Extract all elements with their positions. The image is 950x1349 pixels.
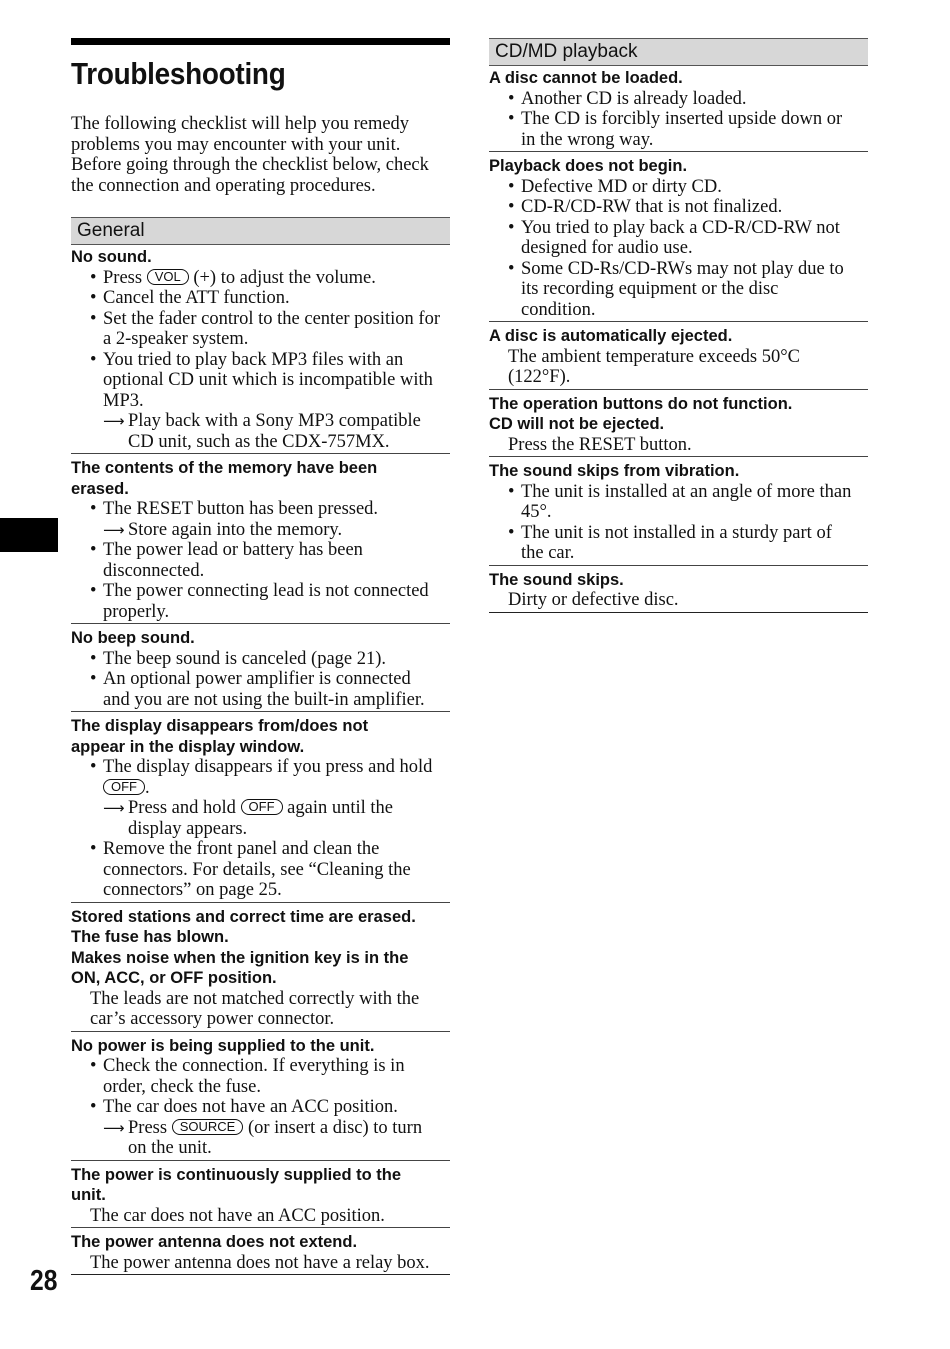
chapter-tab-marker <box>0 518 58 552</box>
arrow-right-icon: ⟶ <box>103 520 125 539</box>
right-column <box>489 38 868 617</box>
bullet-item: • You tried to play back a CD-R/CD-RW not designed for audio use. <box>489 218 868 259</box>
entry-cannot-load <box>489 68 868 152</box>
bullet-item: • Defective MD or dirty CD. <box>489 177 868 198</box>
page-number: 28 <box>30 1265 58 1297</box>
source-key-icon: SOURCE <box>172 1119 244 1135</box>
entry-title: The sound skips from vibration. <box>489 462 740 480</box>
entry-buttons-not-function <box>489 394 868 458</box>
bullet-item: • The RESET button has been pressed. <box>71 499 450 520</box>
entry-text: Dirty or defective disc. <box>508 590 679 610</box>
entry-title: The power is continuously supplied to the unit. <box>71 1165 402 1204</box>
entry-title: The power antenna does not extend. <box>71 1233 358 1251</box>
arrow-right-icon: ⟶ <box>103 799 125 817</box>
arrow-right-icon: ⟶ <box>103 1118 125 1137</box>
entry-title: No power is being supplied to the unit. <box>71 1036 375 1055</box>
bullet-item: • Check the connection. If everything is in order, check the fuse. <box>71 1056 450 1097</box>
entry-display <box>71 716 450 903</box>
bullet-item: • The display disappears if you press and hold OFF . <box>71 757 450 798</box>
entry-no-power <box>71 1036 450 1161</box>
bullet-item: • The beep sound is canceled (page 21). <box>71 649 450 670</box>
entry-title: The operation buttons do not function. CD will not be ejected. <box>489 394 793 433</box>
entry-memory-erased <box>71 458 450 624</box>
entry-text: The car does not have an ACC position. <box>90 1205 385 1226</box>
entry-text: The power antenna does not have a relay box. <box>90 1252 430 1273</box>
bullet-item: • Cancel the ATT function. <box>71 288 450 309</box>
vol-key-icon: VOL <box>147 269 189 285</box>
entry-title: Stored stations and correct time are erased. The fuse has blown. Makes noise when the ignition key is in the ON, ACC, or OFF position. <box>71 907 416 987</box>
entry-power-continuous <box>71 1165 450 1229</box>
bullet-item: • Remove the front panel and clean the connectors. For details, see “Cleaning the connectors” on page 25. <box>71 839 450 901</box>
bullet-item: • You tried to play back MP3 files with an optional CD unit which is incompatible with MP3. <box>71 350 450 412</box>
entry-no-beep <box>71 628 450 712</box>
entry-title: Playback does not begin. <box>489 157 688 175</box>
entry-sound-skips <box>489 570 868 613</box>
arrow-right-icon: ⟶ <box>103 412 125 430</box>
entry-antenna <box>71 1232 450 1275</box>
bullet-item: • The car does not have an ACC position. <box>71 1097 450 1118</box>
section-heading-general: General <box>71 217 450 245</box>
entry-title: A disc is automatically ejected. <box>489 327 733 345</box>
entry-skips-vibration <box>489 461 868 566</box>
left-column <box>71 38 450 1279</box>
off-key-icon: OFF <box>103 779 145 795</box>
entry-no-sound <box>71 247 450 454</box>
off-key-icon: OFF <box>241 799 283 815</box>
section-heading-cdmd: CD/MD playback <box>489 38 868 66</box>
bullet-item: • Press VOL (+) to adjust the volume. <box>71 268 450 289</box>
entry-title: No beep sound. <box>71 629 195 647</box>
entry-title: The contents of the memory have been erased. <box>71 459 378 498</box>
entry-auto-ejected <box>489 326 868 390</box>
page-title: Troubleshooting <box>71 56 286 91</box>
bullet-item: • An optional power amplifier is connected and you are not using the built-in amplifier. <box>71 669 450 710</box>
remedy-item: ⟶ Play back with a Sony MP3 compatible CD unit, such as the CDX-757MX. <box>103 411 421 452</box>
entry-title: The display disappears from/does not appear in the display window. <box>71 717 369 756</box>
bullet-item: • Set the fader control to the center position for a 2-speaker system. <box>71 309 450 350</box>
entry-no-playback <box>489 156 868 322</box>
entry-text: The leads are not matched correctly with the car’s accessory power connector. <box>90 988 420 1029</box>
remedy-item: ⟶ Press SOURCE (or insert a disc) to turn on the unit. <box>103 1117 423 1158</box>
entry-title: No sound. <box>71 248 152 266</box>
bullet-item: • Some CD-Rs/CD-RWs may not play due to its recording equipment or the disc condition. <box>489 259 868 321</box>
bullet-item: • The CD is forcibly inserted upside down or in the wrong way. <box>489 109 868 150</box>
bullet-item: • CD-R/CD-RW that is not finalized. <box>489 197 868 218</box>
bullet-item: • Another CD is already loaded. <box>489 89 868 110</box>
title-rule <box>71 38 450 45</box>
bullet-item: • The power connecting lead is not connected properly. <box>71 581 450 622</box>
bullet-item: • The unit is not installed in a sturdy part of the car. <box>489 523 868 564</box>
entry-title: A disc cannot be loaded. <box>489 69 683 87</box>
entry-title: The sound skips. <box>489 570 624 589</box>
remedy-item: ⟶ Press and hold OFF again until the display appears. <box>103 798 394 839</box>
entry-stored-stations <box>71 907 450 1032</box>
entry-text: The ambient temperature exceeds 50°C (122°F). <box>508 346 800 387</box>
remedy-item: ⟶ Store again into the memory. <box>103 519 343 540</box>
bullet-item: • The power lead or battery has been disconnected. <box>71 540 450 581</box>
entry-text: Press the RESET button. <box>508 434 692 455</box>
bullet-item: • The unit is installed at an angle of more than 45°. <box>489 482 868 523</box>
intro-paragraph: The following checklist will help you remedy problems you may encounter with your unit. Before going through the checklist below, check the connection and operating procedures. <box>71 114 429 196</box>
